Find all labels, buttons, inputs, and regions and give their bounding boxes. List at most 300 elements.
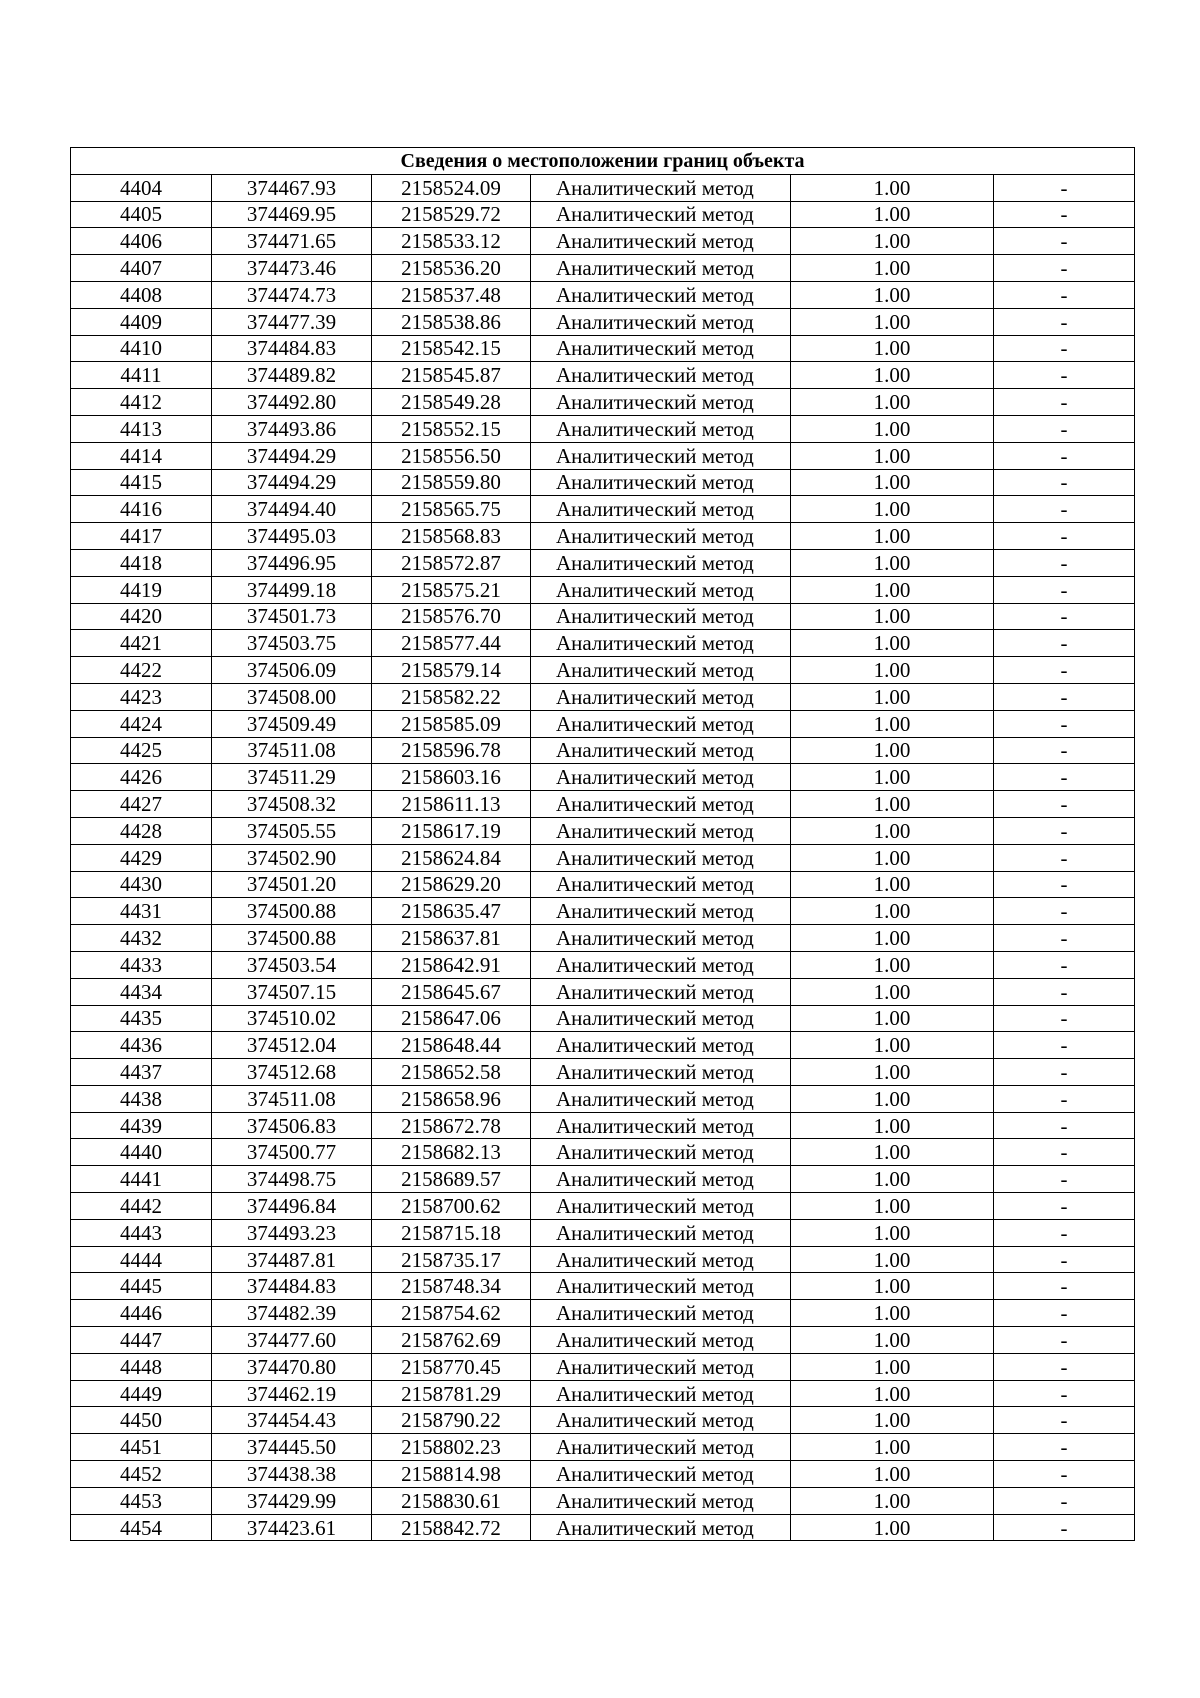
method-cell: Аналитический метод [531, 951, 791, 978]
description-cell: - [994, 1273, 1135, 1300]
x-coordinate-cell: 374471.65 [212, 228, 372, 255]
y-coordinate-cell: 2158559.80 [372, 469, 531, 496]
accuracy-cell: 1.00 [791, 442, 994, 469]
y-coordinate-cell: 2158575.21 [372, 576, 531, 603]
table-row [71, 1139, 1135, 1166]
method-cell: Аналитический метод [531, 549, 791, 576]
table-row [71, 1059, 1135, 1086]
accuracy-cell: 1.00 [791, 925, 994, 952]
table-row [71, 844, 1135, 871]
point-number-cell: 4440 [71, 1139, 212, 1166]
accuracy-cell: 1.00 [791, 657, 994, 684]
point-number-cell: 4428 [71, 817, 212, 844]
method-cell: Аналитический метод [531, 817, 791, 844]
method-cell: Аналитический метод [531, 1327, 791, 1354]
point-number-cell: 4454 [71, 1514, 212, 1541]
x-coordinate-cell: 374454.43 [212, 1407, 372, 1434]
description-cell: - [994, 362, 1135, 389]
description-cell: - [994, 791, 1135, 818]
table-row [71, 898, 1135, 925]
method-cell: Аналитический метод [531, 1139, 791, 1166]
y-coordinate-cell: 2158652.58 [372, 1059, 531, 1086]
x-coordinate-cell: 374505.55 [212, 817, 372, 844]
y-coordinate-cell: 2158624.84 [372, 844, 531, 871]
table-row [71, 1487, 1135, 1514]
description-cell: - [994, 737, 1135, 764]
x-coordinate-cell: 374500.77 [212, 1139, 372, 1166]
table-title-row [71, 148, 1135, 175]
y-coordinate-cell: 2158542.15 [372, 335, 531, 362]
table-row [71, 871, 1135, 898]
x-coordinate-cell: 374467.93 [212, 174, 372, 201]
x-coordinate-cell: 374473.46 [212, 255, 372, 282]
method-cell: Аналитический метод [531, 1005, 791, 1032]
table-row [71, 925, 1135, 952]
x-coordinate-cell: 374510.02 [212, 1005, 372, 1032]
table-row [71, 415, 1135, 442]
description-cell: - [994, 1380, 1135, 1407]
accuracy-cell: 1.00 [791, 1139, 994, 1166]
x-coordinate-cell: 374477.39 [212, 308, 372, 335]
point-number-cell: 4452 [71, 1461, 212, 1488]
table-row [71, 174, 1135, 201]
accuracy-cell: 1.00 [791, 335, 994, 362]
table-row [71, 1112, 1135, 1139]
y-coordinate-cell: 2158814.98 [372, 1461, 531, 1488]
y-coordinate-cell: 2158572.87 [372, 549, 531, 576]
y-coordinate-cell: 2158802.23 [372, 1434, 531, 1461]
method-cell: Аналитический метод [531, 791, 791, 818]
point-number-cell: 4434 [71, 978, 212, 1005]
y-coordinate-cell: 2158790.22 [372, 1407, 531, 1434]
accuracy-cell: 1.00 [791, 174, 994, 201]
y-coordinate-cell: 2158648.44 [372, 1032, 531, 1059]
method-cell: Аналитический метод [531, 1380, 791, 1407]
x-coordinate-cell: 374511.08 [212, 1085, 372, 1112]
y-coordinate-cell: 2158735.17 [372, 1246, 531, 1273]
x-coordinate-cell: 374445.50 [212, 1434, 372, 1461]
x-coordinate-cell: 374500.88 [212, 925, 372, 952]
table-row [71, 255, 1135, 282]
y-coordinate-cell: 2158582.22 [372, 683, 531, 710]
accuracy-cell: 1.00 [791, 389, 994, 416]
method-cell: Аналитический метод [531, 1059, 791, 1086]
table-row [71, 1193, 1135, 1220]
point-number-cell: 4418 [71, 549, 212, 576]
accuracy-cell: 1.00 [791, 469, 994, 496]
table-row [71, 683, 1135, 710]
table-row [71, 1166, 1135, 1193]
method-cell: Аналитический метод [531, 683, 791, 710]
table-row [71, 764, 1135, 791]
method-cell: Аналитический метод [531, 1032, 791, 1059]
y-coordinate-cell: 2158635.47 [372, 898, 531, 925]
x-coordinate-cell: 374500.88 [212, 898, 372, 925]
y-coordinate-cell: 2158579.14 [372, 657, 531, 684]
x-coordinate-cell: 374492.80 [212, 389, 372, 416]
description-cell: - [994, 496, 1135, 523]
point-number-cell: 4405 [71, 201, 212, 228]
boundary-coordinates-table [70, 147, 1135, 1541]
description-cell: - [994, 657, 1135, 684]
table-row [71, 335, 1135, 362]
description-cell: - [994, 1487, 1135, 1514]
method-cell: Аналитический метод [531, 1193, 791, 1220]
point-number-cell: 4442 [71, 1193, 212, 1220]
point-number-cell: 4426 [71, 764, 212, 791]
accuracy-cell: 1.00 [791, 1487, 994, 1514]
point-number-cell: 4425 [71, 737, 212, 764]
accuracy-cell: 1.00 [791, 978, 994, 1005]
y-coordinate-cell: 2158748.34 [372, 1273, 531, 1300]
accuracy-cell: 1.00 [791, 1005, 994, 1032]
description-cell: - [994, 1353, 1135, 1380]
description-cell: - [994, 1246, 1135, 1273]
point-number-cell: 4420 [71, 603, 212, 630]
y-coordinate-cell: 2158556.50 [372, 442, 531, 469]
x-coordinate-cell: 374487.81 [212, 1246, 372, 1273]
point-number-cell: 4407 [71, 255, 212, 282]
method-cell: Аналитический метод [531, 1514, 791, 1541]
method-cell: Аналитический метод [531, 1300, 791, 1327]
point-number-cell: 4439 [71, 1112, 212, 1139]
table-row [71, 1005, 1135, 1032]
method-cell: Аналитический метод [531, 228, 791, 255]
description-cell: - [994, 1032, 1135, 1059]
x-coordinate-cell: 374474.73 [212, 281, 372, 308]
method-cell: Аналитический метод [531, 335, 791, 362]
accuracy-cell: 1.00 [791, 871, 994, 898]
y-coordinate-cell: 2158538.86 [372, 308, 531, 335]
x-coordinate-cell: 374484.83 [212, 1273, 372, 1300]
point-number-cell: 4410 [71, 335, 212, 362]
description-cell: - [994, 1407, 1135, 1434]
y-coordinate-cell: 2158536.20 [372, 255, 531, 282]
accuracy-cell: 1.00 [791, 1219, 994, 1246]
description-cell: - [994, 442, 1135, 469]
table-row [71, 1219, 1135, 1246]
table-row [71, 523, 1135, 550]
point-number-cell: 4406 [71, 228, 212, 255]
table-row [71, 951, 1135, 978]
y-coordinate-cell: 2158617.19 [372, 817, 531, 844]
method-cell: Аналитический метод [531, 898, 791, 925]
table-row [71, 496, 1135, 523]
accuracy-cell: 1.00 [791, 1112, 994, 1139]
point-number-cell: 4433 [71, 951, 212, 978]
y-coordinate-cell: 2158537.48 [372, 281, 531, 308]
accuracy-cell: 1.00 [791, 496, 994, 523]
table-row [71, 710, 1135, 737]
x-coordinate-cell: 374499.18 [212, 576, 372, 603]
table-row [71, 737, 1135, 764]
method-cell: Аналитический метод [531, 576, 791, 603]
description-cell: - [994, 523, 1135, 550]
point-number-cell: 4408 [71, 281, 212, 308]
method-cell: Аналитический метод [531, 737, 791, 764]
y-coordinate-cell: 2158568.83 [372, 523, 531, 550]
point-number-cell: 4437 [71, 1059, 212, 1086]
accuracy-cell: 1.00 [791, 817, 994, 844]
y-coordinate-cell: 2158781.29 [372, 1380, 531, 1407]
x-coordinate-cell: 374501.73 [212, 603, 372, 630]
point-number-cell: 4416 [71, 496, 212, 523]
point-number-cell: 4431 [71, 898, 212, 925]
method-cell: Аналитический метод [531, 1112, 791, 1139]
method-cell: Аналитический метод [531, 1219, 791, 1246]
accuracy-cell: 1.00 [791, 1461, 994, 1488]
x-coordinate-cell: 374494.29 [212, 442, 372, 469]
point-number-cell: 4429 [71, 844, 212, 871]
x-coordinate-cell: 374477.60 [212, 1327, 372, 1354]
method-cell: Аналитический метод [531, 1273, 791, 1300]
y-coordinate-cell: 2158603.16 [372, 764, 531, 791]
description-cell: - [994, 1059, 1135, 1086]
description-cell: - [994, 255, 1135, 282]
accuracy-cell: 1.00 [791, 201, 994, 228]
x-coordinate-cell: 374470.80 [212, 1353, 372, 1380]
y-coordinate-cell: 2158611.13 [372, 791, 531, 818]
point-number-cell: 4450 [71, 1407, 212, 1434]
description-cell: - [994, 201, 1135, 228]
y-coordinate-cell: 2158754.62 [372, 1300, 531, 1327]
description-cell: - [994, 174, 1135, 201]
table-row [71, 657, 1135, 684]
method-cell: Аналитический метод [531, 871, 791, 898]
x-coordinate-cell: 374489.82 [212, 362, 372, 389]
description-cell: - [994, 228, 1135, 255]
point-number-cell: 4449 [71, 1380, 212, 1407]
point-number-cell: 4415 [71, 469, 212, 496]
table-row [71, 1407, 1135, 1434]
table-row [71, 1273, 1135, 1300]
accuracy-cell: 1.00 [791, 308, 994, 335]
description-cell: - [994, 978, 1135, 1005]
x-coordinate-cell: 374484.83 [212, 335, 372, 362]
x-coordinate-cell: 374493.86 [212, 415, 372, 442]
accuracy-cell: 1.00 [791, 764, 994, 791]
description-cell: - [994, 951, 1135, 978]
x-coordinate-cell: 374496.84 [212, 1193, 372, 1220]
description-cell: - [994, 603, 1135, 630]
x-coordinate-cell: 374503.54 [212, 951, 372, 978]
x-coordinate-cell: 374469.95 [212, 201, 372, 228]
x-coordinate-cell: 374462.19 [212, 1380, 372, 1407]
table-row [71, 1300, 1135, 1327]
y-coordinate-cell: 2158672.78 [372, 1112, 531, 1139]
description-cell: - [994, 1514, 1135, 1541]
method-cell: Аналитический метод [531, 603, 791, 630]
y-coordinate-cell: 2158842.72 [372, 1514, 531, 1541]
point-number-cell: 4414 [71, 442, 212, 469]
x-coordinate-cell: 374509.49 [212, 710, 372, 737]
method-cell: Аналитический метод [531, 630, 791, 657]
method-cell: Аналитический метод [531, 389, 791, 416]
description-cell: - [994, 925, 1135, 952]
x-coordinate-cell: 374496.95 [212, 549, 372, 576]
method-cell: Аналитический метод [531, 496, 791, 523]
description-cell: - [994, 1461, 1135, 1488]
table-row [71, 1085, 1135, 1112]
description-cell: - [994, 871, 1135, 898]
description-cell: - [994, 817, 1135, 844]
accuracy-cell: 1.00 [791, 415, 994, 442]
x-coordinate-cell: 374494.40 [212, 496, 372, 523]
description-cell: - [994, 683, 1135, 710]
y-coordinate-cell: 2158645.67 [372, 978, 531, 1005]
table-row [71, 1514, 1135, 1541]
x-coordinate-cell: 374438.38 [212, 1461, 372, 1488]
method-cell: Аналитический метод [531, 523, 791, 550]
table-body [71, 148, 1135, 1541]
x-coordinate-cell: 374506.09 [212, 657, 372, 684]
accuracy-cell: 1.00 [791, 1085, 994, 1112]
method-cell: Аналитический метод [531, 362, 791, 389]
point-number-cell: 4435 [71, 1005, 212, 1032]
accuracy-cell: 1.00 [791, 898, 994, 925]
point-number-cell: 4430 [71, 871, 212, 898]
accuracy-cell: 1.00 [791, 1353, 994, 1380]
description-cell: - [994, 630, 1135, 657]
description-cell: - [994, 469, 1135, 496]
description-cell: - [994, 415, 1135, 442]
accuracy-cell: 1.00 [791, 1032, 994, 1059]
table-row [71, 603, 1135, 630]
x-coordinate-cell: 374429.99 [212, 1487, 372, 1514]
point-number-cell: 4409 [71, 308, 212, 335]
x-coordinate-cell: 374508.32 [212, 791, 372, 818]
accuracy-cell: 1.00 [791, 603, 994, 630]
y-coordinate-cell: 2158682.13 [372, 1139, 531, 1166]
y-coordinate-cell: 2158529.72 [372, 201, 531, 228]
accuracy-cell: 1.00 [791, 683, 994, 710]
table-row [71, 630, 1135, 657]
x-coordinate-cell: 374495.03 [212, 523, 372, 550]
y-coordinate-cell: 2158585.09 [372, 710, 531, 737]
method-cell: Аналитический метод [531, 1407, 791, 1434]
table-row [71, 389, 1135, 416]
y-coordinate-cell: 2158658.96 [372, 1085, 531, 1112]
point-number-cell: 4447 [71, 1327, 212, 1354]
accuracy-cell: 1.00 [791, 576, 994, 603]
description-cell: - [994, 576, 1135, 603]
x-coordinate-cell: 374508.00 [212, 683, 372, 710]
table-row [71, 1032, 1135, 1059]
y-coordinate-cell: 2158642.91 [372, 951, 531, 978]
table-row [71, 1380, 1135, 1407]
accuracy-cell: 1.00 [791, 630, 994, 657]
point-number-cell: 4427 [71, 791, 212, 818]
method-cell: Аналитический метод [531, 442, 791, 469]
description-cell: - [994, 710, 1135, 737]
table-row [71, 469, 1135, 496]
description-cell: - [994, 1112, 1135, 1139]
accuracy-cell: 1.00 [791, 1166, 994, 1193]
accuracy-cell: 1.00 [791, 1193, 994, 1220]
x-coordinate-cell: 374482.39 [212, 1300, 372, 1327]
x-coordinate-cell: 374502.90 [212, 844, 372, 871]
accuracy-cell: 1.00 [791, 549, 994, 576]
method-cell: Аналитический метод [531, 255, 791, 282]
table-row [71, 1353, 1135, 1380]
y-coordinate-cell: 2158577.44 [372, 630, 531, 657]
accuracy-cell: 1.00 [791, 791, 994, 818]
method-cell: Аналитический метод [531, 1353, 791, 1380]
y-coordinate-cell: 2158533.12 [372, 228, 531, 255]
x-coordinate-cell: 374506.83 [212, 1112, 372, 1139]
table-row [71, 281, 1135, 308]
description-cell: - [994, 1219, 1135, 1246]
y-coordinate-cell: 2158715.18 [372, 1219, 531, 1246]
y-coordinate-cell: 2158565.75 [372, 496, 531, 523]
point-number-cell: 4453 [71, 1487, 212, 1514]
table-row [71, 228, 1135, 255]
point-number-cell: 4419 [71, 576, 212, 603]
table-row [71, 201, 1135, 228]
description-cell: - [994, 1085, 1135, 1112]
y-coordinate-cell: 2158770.45 [372, 1353, 531, 1380]
description-cell: - [994, 1166, 1135, 1193]
method-cell: Аналитический метод [531, 308, 791, 335]
method-cell: Аналитический метод [531, 978, 791, 1005]
accuracy-cell: 1.00 [791, 281, 994, 308]
point-number-cell: 4445 [71, 1273, 212, 1300]
point-number-cell: 4436 [71, 1032, 212, 1059]
point-number-cell: 4413 [71, 415, 212, 442]
method-cell: Аналитический метод [531, 174, 791, 201]
accuracy-cell: 1.00 [791, 1327, 994, 1354]
description-cell: - [994, 549, 1135, 576]
point-number-cell: 4411 [71, 362, 212, 389]
table-row [71, 978, 1135, 1005]
point-number-cell: 4438 [71, 1085, 212, 1112]
x-coordinate-cell: 374493.23 [212, 1219, 372, 1246]
point-number-cell: 4432 [71, 925, 212, 952]
y-coordinate-cell: 2158596.78 [372, 737, 531, 764]
accuracy-cell: 1.00 [791, 1059, 994, 1086]
table-row [71, 1434, 1135, 1461]
point-number-cell: 4421 [71, 630, 212, 657]
table-row [71, 1327, 1135, 1354]
accuracy-cell: 1.00 [791, 1407, 994, 1434]
accuracy-cell: 1.00 [791, 362, 994, 389]
method-cell: Аналитический метод [531, 925, 791, 952]
x-coordinate-cell: 374498.75 [212, 1166, 372, 1193]
accuracy-cell: 1.00 [791, 951, 994, 978]
accuracy-cell: 1.00 [791, 1246, 994, 1273]
y-coordinate-cell: 2158689.57 [372, 1166, 531, 1193]
description-cell: - [994, 1300, 1135, 1327]
method-cell: Аналитический метод [531, 1246, 791, 1273]
accuracy-cell: 1.00 [791, 1300, 994, 1327]
table-row [71, 576, 1135, 603]
description-cell: - [994, 898, 1135, 925]
table-row [71, 442, 1135, 469]
table-row [71, 1246, 1135, 1273]
y-coordinate-cell: 2158637.81 [372, 925, 531, 952]
method-cell: Аналитический метод [531, 281, 791, 308]
description-cell: - [994, 281, 1135, 308]
x-coordinate-cell: 374494.29 [212, 469, 372, 496]
x-coordinate-cell: 374512.04 [212, 1032, 372, 1059]
point-number-cell: 4422 [71, 657, 212, 684]
table-row [71, 817, 1135, 844]
y-coordinate-cell: 2158830.61 [372, 1487, 531, 1514]
table-row [71, 1461, 1135, 1488]
point-number-cell: 4404 [71, 174, 212, 201]
y-coordinate-cell: 2158647.06 [372, 1005, 531, 1032]
point-number-cell: 4423 [71, 683, 212, 710]
